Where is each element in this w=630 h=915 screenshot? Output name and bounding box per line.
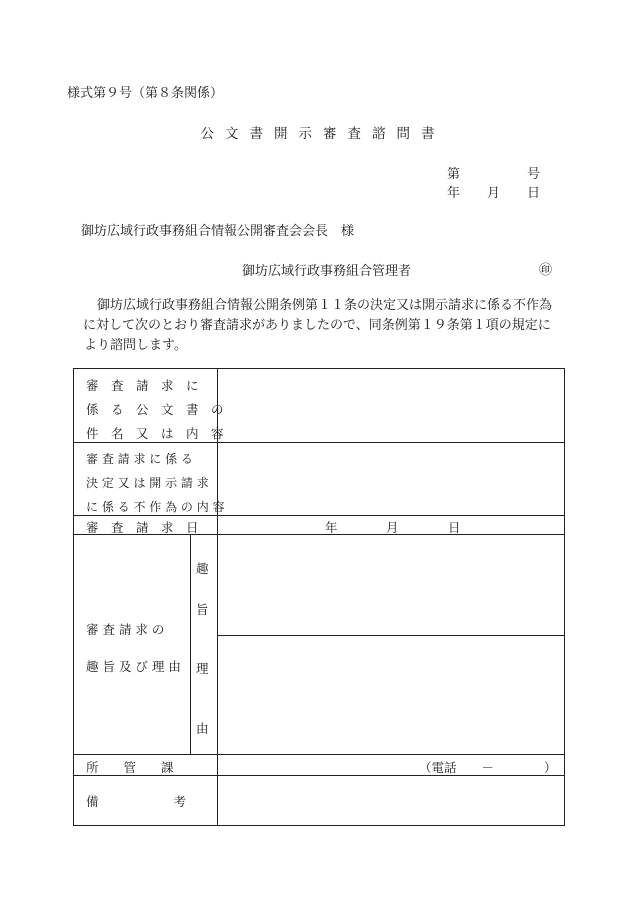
form-number: 様式第９号（第８条関係） (67, 86, 224, 101)
label-line: 審 査 請 求 に 係 る (86, 452, 193, 466)
body-paragraph (84, 296, 570, 356)
reason-label-char: 理 (196, 661, 209, 676)
addressee: 御坊広域行政事務組合情報公開審査会会長 様 (81, 224, 355, 239)
body-line: 御坊広域行政事務組合情報公開条例第１１条の決定又は開示請求に係る不作為 (97, 298, 553, 313)
subject-document-label (86, 374, 224, 446)
body-line: に対して次のとおり審査請求がありましたので、同条例第１９条第１項の規定に (83, 318, 551, 333)
request-date-day: 日 (448, 520, 461, 535)
department-phone: （電話 － ） (419, 760, 557, 775)
label-line: に 係 る 不 作 為 の 内 容 (86, 500, 225, 514)
document-number-prefix: 第 (447, 167, 461, 182)
label-line: 件 名 又 は 内 容 (86, 426, 224, 441)
document-title: 公文書開示審査諮問書 (200, 126, 446, 142)
reason-field[interactable] (218, 636, 564, 754)
department-label: 所 管 課 (86, 760, 174, 775)
purpose-label-char: 趣 (196, 561, 209, 576)
seal-mark: ㊞ (539, 263, 553, 278)
date-month-label: 月 (487, 186, 501, 201)
table-rule (74, 754, 564, 755)
request-date-label: 審 査 請 求 日 (86, 520, 199, 535)
label-line: 審 査 請 求 に (86, 378, 199, 393)
request-date-year: 年 (325, 520, 338, 535)
purpose-reason-label-line2: 趣 旨 及 び 理 由 (86, 659, 181, 674)
table-rule (190, 534, 191, 754)
document-number-suffix: 号 (527, 167, 541, 182)
label-line: 決 定 又 は 開 示 請 求 (86, 476, 209, 490)
request-form-table (73, 368, 565, 826)
label-line: 係 る 公 文 書 の (86, 402, 224, 417)
purpose-reason-label-line1: 審 査 請 求 の (86, 622, 165, 637)
purpose-field[interactable] (218, 535, 564, 635)
date-year-label: 年 (447, 186, 461, 201)
purpose-label-char: 旨 (196, 602, 209, 617)
date-day-label: 日 (527, 186, 541, 201)
subject-document-field[interactable] (218, 369, 564, 442)
remarks-label: 備 考 (86, 794, 187, 809)
decision-content-field[interactable] (218, 443, 564, 515)
decision-content-label (86, 447, 225, 519)
request-date-month: 月 (386, 520, 399, 535)
body-line: より諮問します。 (84, 338, 187, 353)
remarks-field[interactable] (218, 776, 564, 825)
sender: 御坊広域行政事務組合管理者 (242, 264, 412, 279)
reason-label-char: 由 (196, 721, 209, 736)
